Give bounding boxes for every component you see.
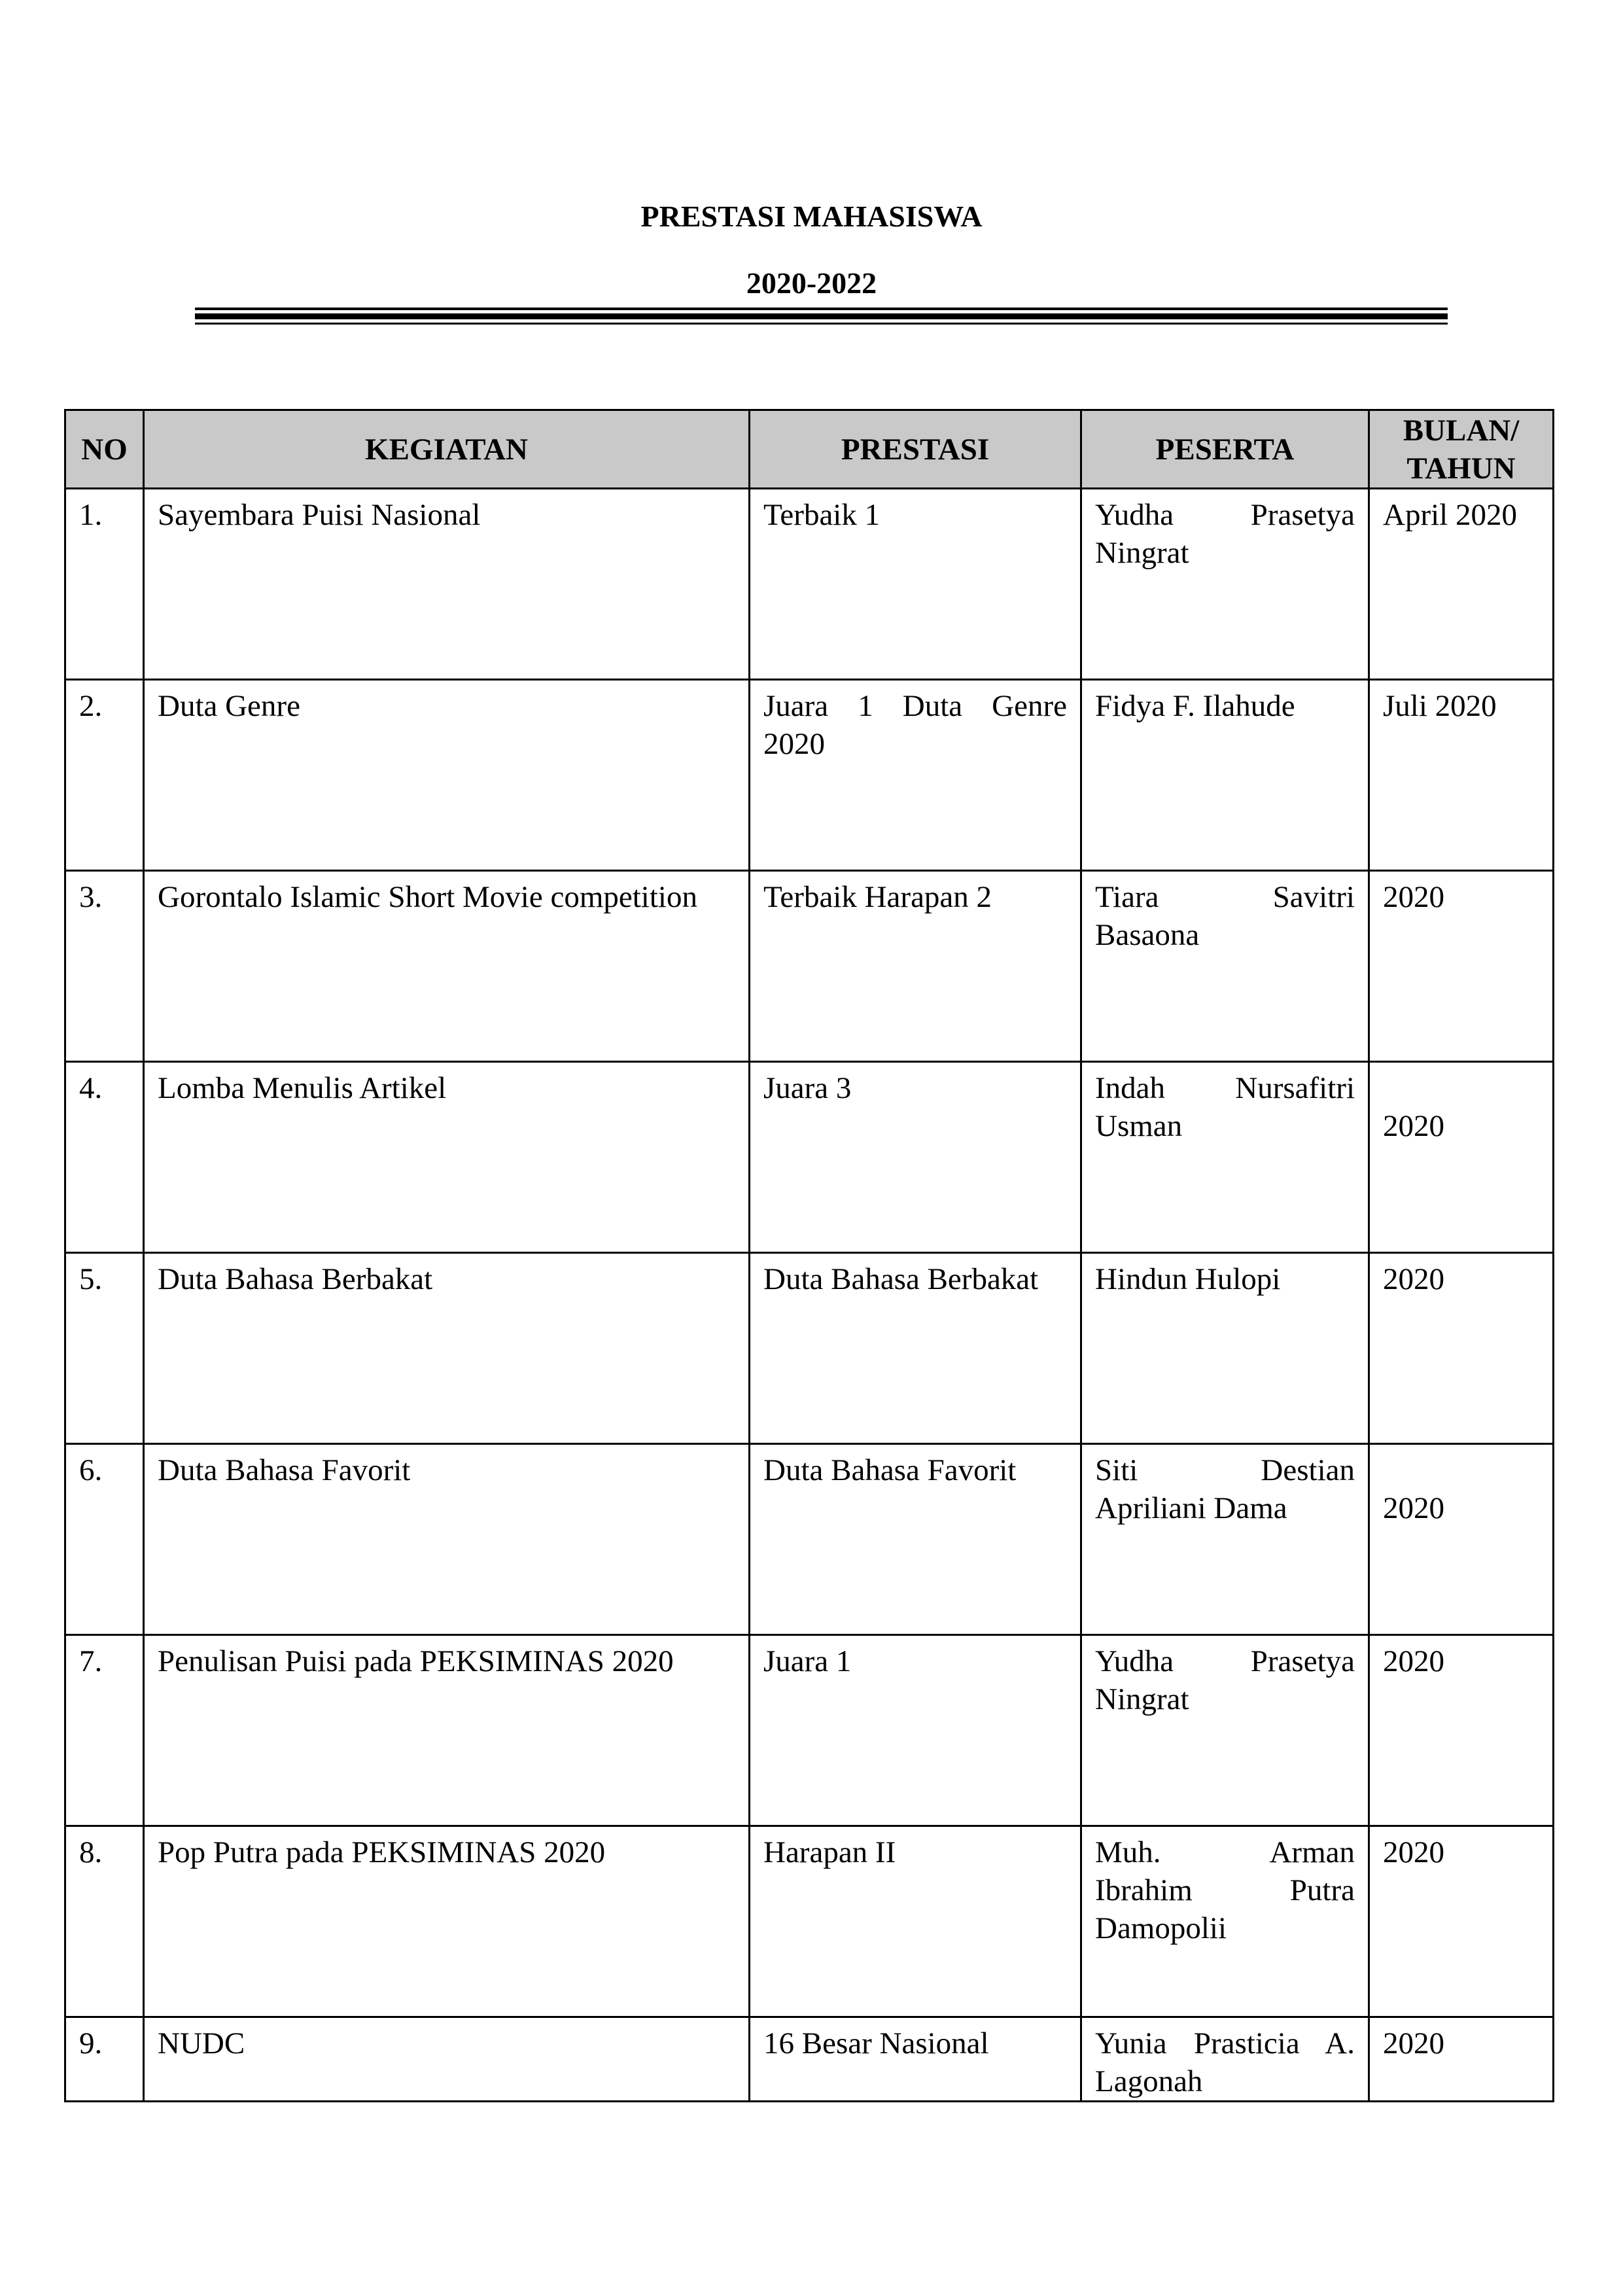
cell-tanggal xyxy=(1369,1444,1554,1635)
cell-prestasi: Juara 1 xyxy=(750,1635,1081,1826)
document-title: PRESTASI MAHASISWA xyxy=(640,200,983,233)
cell-peserta: Indah Nursafitri Usman xyxy=(1081,1062,1369,1253)
header-bulan-tahun-line1: BULAN/ xyxy=(1403,413,1520,448)
prestasi-table xyxy=(64,409,1554,2102)
cell-prestasi: 16 Besar Nasional xyxy=(750,2017,1081,2102)
cell-no: 5. xyxy=(65,1253,144,1444)
header-bulan-tahun-line2: TAHUN xyxy=(1406,451,1516,486)
cell-kegiatan: Pop Putra pada PEKSIMINAS 2020 xyxy=(144,1826,750,2017)
cell-tanggal xyxy=(1369,1062,1554,1253)
cell-peserta: Siti Destian Apriliani Dama xyxy=(1081,1444,1369,1635)
cell-no: 2. xyxy=(65,680,144,871)
cell-kegiatan: Gorontalo Islamic Short Movie competition xyxy=(144,871,750,1062)
cell-tanggal-text: 2020 xyxy=(1383,1491,1444,1525)
cell-peserta: Yudha Prasetya Ningrat xyxy=(1081,489,1369,680)
cell-prestasi: Terbaik 1 xyxy=(750,489,1081,680)
cell-kegiatan: Duta Bahasa Berbakat xyxy=(144,1253,750,1444)
table-row xyxy=(65,1444,1554,1635)
cell-prestasi: Terbaik Harapan 2 xyxy=(750,871,1081,1062)
cell-kegiatan: Duta Genre xyxy=(144,680,750,871)
header-bulan-tahun xyxy=(1369,410,1554,489)
cell-no: 4. xyxy=(65,1062,144,1253)
cell-no: 8. xyxy=(65,1826,144,2017)
cell-no: 7. xyxy=(65,1635,144,1826)
cell-no: 6. xyxy=(65,1444,144,1635)
cell-kegiatan: Lomba Menulis Artikel xyxy=(144,1062,750,1253)
header-prestasi: PRESTASI xyxy=(750,410,1081,489)
cell-peserta: Yunia Prasticia A. Lagonah xyxy=(1081,2017,1369,2102)
document-subtitle: 2020-2022 xyxy=(746,266,877,300)
table-row xyxy=(65,1826,1554,2017)
cell-tanggal: 2020 xyxy=(1369,1635,1554,1826)
table-row xyxy=(65,2017,1554,2102)
cell-no: 9. xyxy=(65,2017,144,2102)
table-header-row xyxy=(65,410,1554,489)
title-divider-thin-top xyxy=(195,308,1448,310)
cell-kegiatan: NUDC xyxy=(144,2017,750,2102)
cell-no: 3. xyxy=(65,871,144,1062)
title-divider-thick xyxy=(195,313,1448,319)
cell-kegiatan: Sayembara Puisi Nasional xyxy=(144,489,750,680)
cell-peserta: Muh. Arman Ibrahim Putra Damopolii xyxy=(1081,1826,1369,2017)
cell-tanggal: 2020 xyxy=(1369,1253,1554,1444)
cell-peserta: Yudha Prasetya Ningrat xyxy=(1081,1635,1369,1826)
header-no: NO xyxy=(65,410,144,489)
cell-prestasi: Duta Bahasa Berbakat xyxy=(750,1253,1081,1444)
cell-peserta: Tiara Savitri Basaona xyxy=(1081,871,1369,1062)
cell-kegiatan: Duta Bahasa Favorit xyxy=(144,1444,750,1635)
cell-tanggal: 2020 xyxy=(1369,2017,1554,2102)
table-row xyxy=(65,1635,1554,1826)
cell-peserta: Hindun Hulopi xyxy=(1081,1253,1369,1444)
cell-tanggal: 2020 xyxy=(1369,871,1554,1062)
table-row xyxy=(65,680,1554,871)
cell-no: 1. xyxy=(65,489,144,680)
cell-kegiatan: Penulisan Puisi pada PEKSIMINAS 2020 xyxy=(144,1635,750,1826)
cell-tanggal-text: 2020 xyxy=(1383,1109,1444,1143)
header-peserta: PESERTA xyxy=(1081,410,1369,489)
cell-tanggal: April 2020 xyxy=(1369,489,1554,680)
header-kegiatan: KEGIATAN xyxy=(144,410,750,489)
table-row xyxy=(65,871,1554,1062)
cell-prestasi: Juara 3 xyxy=(750,1062,1081,1253)
table-row xyxy=(65,489,1554,680)
cell-prestasi: Juara 1 Duta Genre 2020 xyxy=(750,680,1081,871)
table-row xyxy=(65,1253,1554,1444)
cell-tanggal: Juli 2020 xyxy=(1369,680,1554,871)
cell-tanggal: 2020 xyxy=(1369,1826,1554,2017)
title-divider-thin-bottom xyxy=(195,323,1448,325)
cell-peserta: Fidya F. Ilahude xyxy=(1081,680,1369,871)
cell-prestasi: Harapan II xyxy=(750,1826,1081,2017)
cell-prestasi: Duta Bahasa Favorit xyxy=(750,1444,1081,1635)
table-row xyxy=(65,1062,1554,1253)
